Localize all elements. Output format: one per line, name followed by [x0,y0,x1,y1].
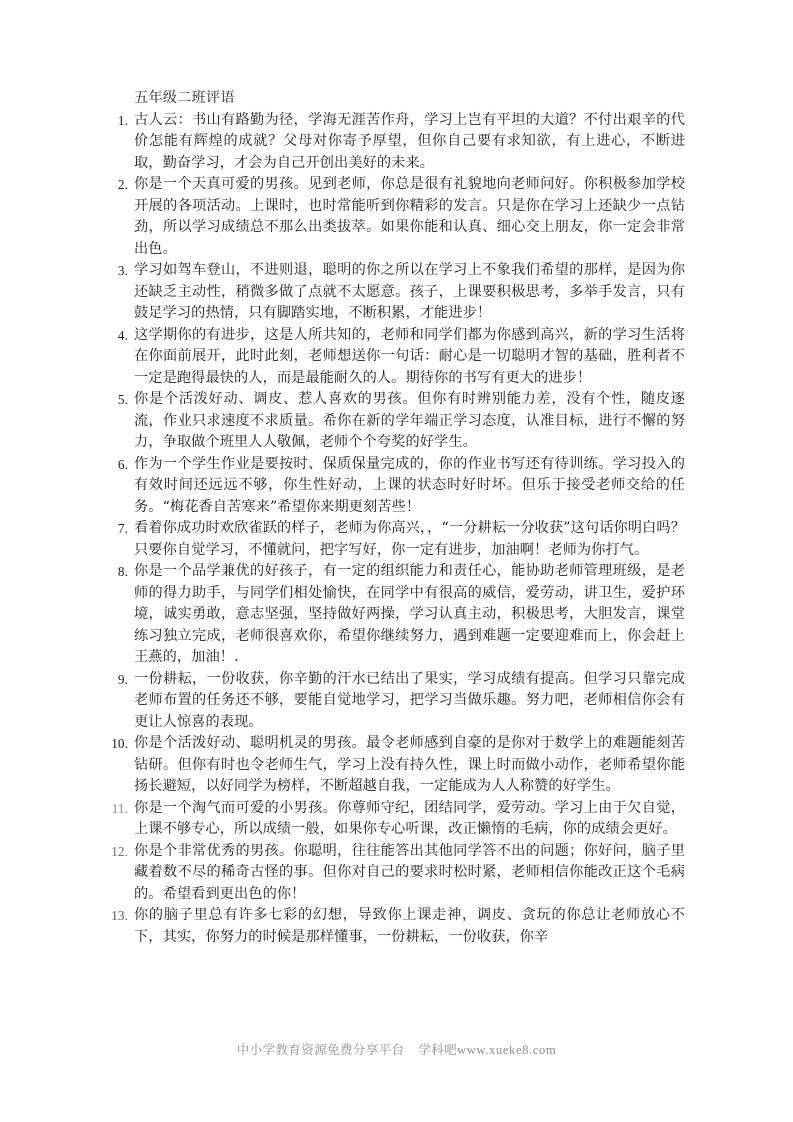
document-body [111,88,685,948]
footer-platform-name: 中小学教育资源免费分享平台 [236,1042,405,1057]
list-item-text: 你是个活泼好动、调皮、惹人喜欢的男孩。但你有时辨别能力差，没有个性，随皮逐流，作业只求速度不求质量。希你在新的学年端正学习态度，认准目标，进行不懈的努力，争取做个班里人人敬佩，老师个个夸奖的好学生。 [134,391,685,450]
list-item-text: 看着你成功时欢欣雀跃的样子，老师为你高兴，，“一分耕耘一分收获”这句话你明白吗？只要你自觉学习，不懂就问，把字写好，你一定有进步，加油啊！老师为你打气。 [134,520,685,558]
page-title: 五年级二班评语 [134,90,235,106]
list-item-number: 4. [117,327,128,343]
list-item [111,454,685,519]
list-item-number: 10. [111,736,128,751]
list-item-text: 你是一个品学兼优的好孩子，有一定的组织能力和责任心，能协助老师管理班级，是老师的得力助手，与同学们相处愉快，在同学中有很高的威信，爱劳动，讲卫生，爱护环境，诚实勇敢，意志坚强，坚持做好两操，学习认真主动，积极思考，大胆发言，课堂练习独立完成，老师很喜欢你，希望你继续努力，遇到难题一定要迎难而上，你会赶上王燕的，加油！. [134,563,685,665]
list-item [111,733,685,798]
list-item-number: 6. [117,456,128,472]
list-item [111,260,685,325]
list-item-text: 你是个活泼好动、聪明机灵的男孩。最令老师感到自豪的是你对于数学上的难题能刻苦钻研。但你有时也令老师生气，学习上没有持久性，课上时而做小动作，老师希望你能扬长避短，以好同学为榜样，不断超越自我，一定能成为人人称赞的好学生。 [134,735,685,794]
list-item [111,798,685,841]
list-item-number: 2. [117,177,128,192]
list-item-text: 古人云：书山有路勤为径，学海无涯苦作舟，学习上岂有平坦的大道？不付出艰辛的代价怎能有辉煌的成就？父母对你寄予厚望，但你自己要有求知欲，有上进心，不断进取，勤奋学习，才会为自己开创出美好的未来。 [134,111,685,171]
list-item [111,174,685,260]
list-item-number: 5. [117,392,128,407]
list-item [111,518,685,561]
list-item [111,389,685,454]
list-item [111,669,685,734]
page-footer [0,1041,793,1059]
list-item-number: 9. [117,671,128,687]
comment-list [111,110,685,949]
list-item-text: 作为一个学生作业是要按时、保质保量完成的，你的作业书写还有待训练。学习投入的有效时间还远远不够，你生性好动，上课的状态时好时坏。但乐于接受老师交给的任务。“梅花香自苦寒来”希望你来期更刻苦些！ [134,455,685,515]
list-item-number: 11. [111,800,128,816]
list-item-text: 你是个非常优秀的男孩。你聪明，往往能答出其他同学答不出的问题；你好问，脑子里藏着数不尽的稀奇古怪的事。但你对自己的要求时松时紧，老师相信你能改正这个毛病的。希望看到更出色的你！ [134,842,685,902]
list-item [111,841,685,906]
list-item-text: 这学期你的有进步，这是人所共知的，老师和同学们都为你感到高兴，新的学习生活将在你面前展开，此时此刻，老师想送你一句话：耐心是一切聪明才智的基础，胜利者不一定是跑得最快的人，而是最能耐久的人。期待你的书写有更大的进步！ [134,326,685,386]
list-item [111,325,685,390]
list-item-text: 你是一个淘气而可爱的小男孩。你尊师守纪，团结同学，爱劳动。学习上由于欠自觉，上课不够专心，所以成绩一般，如果你专心听课，改正懒惰的毛病，你的成绩会更好。 [134,799,685,837]
list-item-text: 你是一个天真可爱的男孩。见到老师，你总是很有礼貌地向老师问好。你积极参加学校开展的各项活动。上课时，也时常能听到你精彩的发言。只是你在学习上还缺少一点钻劲，所以学习成绩总不那么出类拔萃。如果你能和认真、细心交上朋友，你一定会非常出色。 [134,176,685,257]
footer-url: www.xueke8.com [457,1043,557,1057]
list-item-number: 3. [117,263,128,278]
list-item-number: 13. [111,908,128,923]
list-item-number: 12. [111,843,128,859]
list-item-number: 1. [117,112,128,128]
list-item-text: 你的脑子里总有许多七彩的幻想，导致你上课走神，调皮、贪玩的你总让老师放心不下，其实，你努力的时候是那样懂事，一份耕耘，一份收获，你辛 [134,907,685,945]
list-item [111,561,685,669]
list-item-number: 7. [117,521,128,536]
list-item-text: 一份耕耘，一份收获，你辛勤的汗水已结出了果实，学习成绩有提高。但学习只靠完成老师布置的任务还不够，要能自觉地学习，把学习当做乐趣。努力吧，老师相信你会有更让人惊喜的表现。 [134,670,685,730]
list-item-text: 学习如驾车登山，不进则退，聪明的你之所以在学习上不象我们希望的那样，是因为你还缺乏主动性，稍微多做了点就不太愿意。孩子，上课要积极思考，多举手发言，只有鼓足学习的热情，只有脚踏实地，不断积累，才能进步！ [134,262,685,321]
list-item [111,110,685,175]
footer-site-name: 学科吧 [418,1042,458,1057]
list-item [111,905,685,948]
list-item-number: 8. [117,564,128,579]
